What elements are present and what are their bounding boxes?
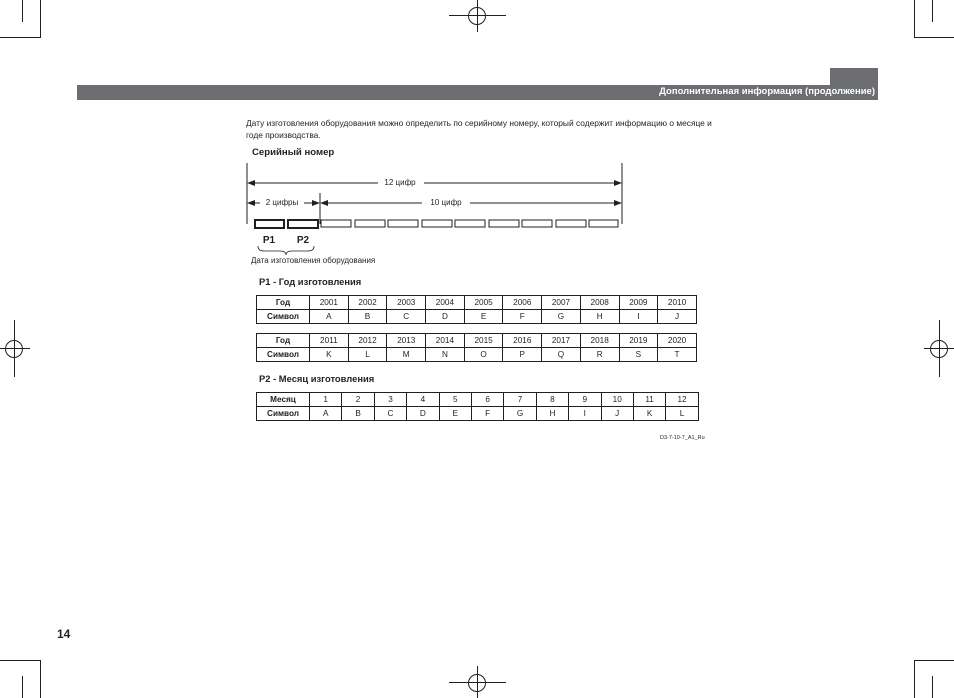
month-cell: 2	[342, 393, 374, 407]
year-cell: 2006	[503, 296, 542, 310]
digit-box	[589, 220, 618, 227]
year-table-1	[256, 295, 697, 324]
year-cell: 2003	[387, 296, 426, 310]
symbol-cell: E	[439, 407, 471, 421]
header-title: Дополнительная информация (продолжение)	[659, 86, 875, 97]
symbol-cell: T	[658, 348, 697, 362]
symbol-cell: B	[342, 407, 374, 421]
label-2-digits: 2 цифры	[265, 198, 299, 207]
month-cell: 7	[504, 393, 536, 407]
symbol-cell: K	[633, 407, 665, 421]
year-cell: 2004	[426, 296, 465, 310]
symbol-cell: D	[407, 407, 439, 421]
arrow-head-icon	[320, 200, 328, 206]
month-cell: 1	[310, 393, 342, 407]
label-12-digits: 12 цифр	[384, 178, 416, 187]
digit-box	[489, 220, 519, 227]
symbol-cell: D	[426, 310, 465, 324]
symbol-header-label: Символ	[257, 310, 310, 324]
symbol-cell: H	[536, 407, 568, 421]
p2-label: P2	[296, 235, 310, 246]
year-cell: 2009	[619, 296, 658, 310]
symbol-cell: C	[387, 310, 426, 324]
symbol-cell: G	[542, 310, 581, 324]
digit-box	[556, 220, 586, 227]
month-cell: 12	[666, 393, 698, 407]
symbol-header-label: Символ	[257, 407, 310, 421]
year-cell: 2008	[580, 296, 619, 310]
manufacture-date-caption: Дата изготовления оборудования	[251, 256, 376, 265]
month-cell: 6	[471, 393, 503, 407]
digit-box	[522, 220, 552, 227]
month-header-label: Месяц	[257, 393, 310, 407]
serial-number-heading: Серийный номер	[252, 147, 335, 158]
symbol-cell: E	[464, 310, 503, 324]
digit-box	[321, 220, 351, 227]
serial-number-diagram	[240, 160, 640, 260]
year-cell: 2015	[464, 334, 503, 348]
year-header-label: Год	[257, 296, 310, 310]
arrow-head-icon	[247, 180, 255, 186]
symbol-cell: A	[310, 310, 349, 324]
table-row	[257, 407, 699, 421]
year-cell: 2005	[464, 296, 503, 310]
symbol-cell: R	[580, 348, 619, 362]
intro-text: Дату изготовления оборудования можно определить по серийному номеру, который содержит информацию о месяце и годе производства.	[246, 118, 712, 140]
digit-box	[422, 220, 452, 227]
label-10-digits: 10 цифр	[430, 198, 462, 207]
document-code: D3-7-10-7_A1_Ru	[660, 435, 705, 441]
year-cell: 2019	[619, 334, 658, 348]
symbol-cell: O	[464, 348, 503, 362]
arrow-head-icon	[312, 200, 320, 206]
symbol-cell: N	[426, 348, 465, 362]
symbol-cell: H	[580, 310, 619, 324]
symbol-cell: F	[503, 310, 542, 324]
symbol-cell: K	[310, 348, 349, 362]
year-cell: 2012	[348, 334, 387, 348]
month-cell: 4	[407, 393, 439, 407]
year-cell: 2011	[310, 334, 349, 348]
year-cell: 2001	[310, 296, 349, 310]
year-cell: 2010	[658, 296, 697, 310]
arrow-head-icon	[614, 200, 622, 206]
symbol-cell: I	[619, 310, 658, 324]
symbol-cell: J	[658, 310, 697, 324]
p2-month-heading: P2 - Месяц изготовления	[259, 373, 375, 384]
table-row	[257, 334, 697, 348]
year-cell: 2014	[426, 334, 465, 348]
table-row	[257, 310, 697, 324]
digit-box-p1	[255, 220, 284, 228]
symbol-cell: A	[310, 407, 342, 421]
symbol-cell: G	[504, 407, 536, 421]
month-cell: 11	[633, 393, 665, 407]
month-cell: 8	[536, 393, 568, 407]
symbol-cell: I	[569, 407, 601, 421]
year-cell: 2007	[542, 296, 581, 310]
symbol-cell: M	[387, 348, 426, 362]
symbol-cell: C	[374, 407, 406, 421]
symbol-cell: L	[666, 407, 698, 421]
symbol-cell: J	[601, 407, 633, 421]
symbol-cell: F	[471, 407, 503, 421]
table-row	[257, 296, 697, 310]
symbol-cell: B	[348, 310, 387, 324]
year-header-label: Год	[257, 334, 310, 348]
arrow-head-icon	[247, 200, 255, 206]
symbol-header-label: Символ	[257, 348, 310, 362]
header-tab	[830, 68, 878, 86]
digit-box-p2	[288, 220, 318, 228]
p1-p2-brace	[258, 246, 314, 255]
page-number: 14	[57, 627, 71, 641]
year-cell: 2013	[387, 334, 426, 348]
table-row	[257, 393, 699, 407]
digit-box	[455, 220, 485, 227]
p1-year-heading: P1 - Год изготовления	[259, 276, 362, 287]
p1-label: P1	[262, 235, 276, 246]
year-cell: 2020	[658, 334, 697, 348]
symbol-cell: L	[348, 348, 387, 362]
year-cell: 2002	[348, 296, 387, 310]
month-cell: 5	[439, 393, 471, 407]
month-cell: 9	[569, 393, 601, 407]
month-cell: 3	[374, 393, 406, 407]
month-cell: 10	[601, 393, 633, 407]
arrow-head-icon	[614, 180, 622, 186]
symbol-cell: S	[619, 348, 658, 362]
month-table	[256, 392, 699, 421]
year-cell: 2017	[542, 334, 581, 348]
table-row	[257, 348, 697, 362]
symbol-cell: P	[503, 348, 542, 362]
symbol-cell: Q	[542, 348, 581, 362]
year-cell: 2016	[503, 334, 542, 348]
year-cell: 2018	[580, 334, 619, 348]
digit-box	[388, 220, 418, 227]
year-table-2	[256, 333, 697, 362]
digit-box	[355, 220, 385, 227]
